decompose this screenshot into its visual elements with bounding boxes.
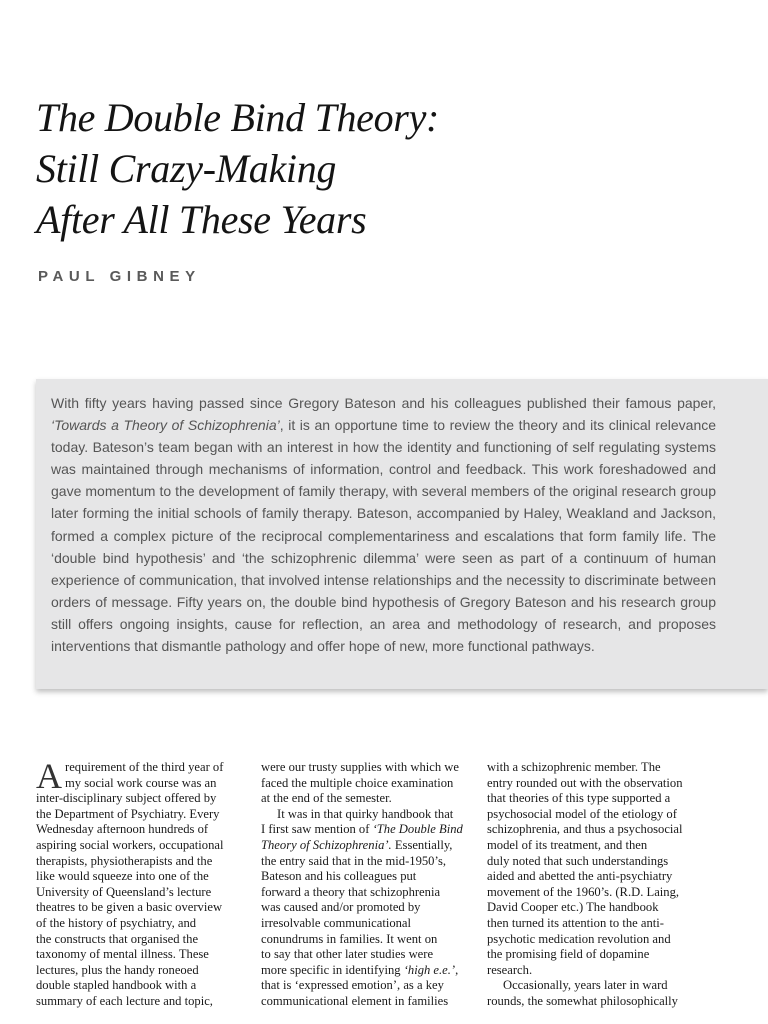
body-line bbox=[261, 822, 469, 838]
body-line: at the end of the semester. bbox=[261, 791, 392, 806]
body-line: David Cooper etc.) The handbook bbox=[487, 900, 659, 915]
body-line: model of its treatment, and then bbox=[487, 837, 648, 852]
body-line: communicational element in families bbox=[261, 993, 449, 1008]
article-title bbox=[36, 92, 636, 245]
body-line: It was in that quirky handbook that bbox=[277, 806, 454, 821]
drop-cap: A bbox=[36, 756, 62, 796]
body-column-1 bbox=[36, 756, 244, 1010]
abstract-part-2: , it is an opportune time to review the theory and its clinical relevance today. Bateson’s team began with an interest in how the identity and functioning of self regulating systems was maintained through mechanisms of information, control and feedback. This work foreshadowed and gave momentum to the development of family therapy, with several members of the original research group later forming the initial schools of family therapy. Bateson, accompanied by Haley, Weakland and Jackson, formed a complex picture of the reciprocal complementariness and escalations that form family life. The ‘double bind hypothesis’ and ‘the schizophrenic dilemma’ were seen as part of a continuum of human experience of communication, that involved intense relationships and the necessity to discriminate between orders of message. Fifty years on, the double bind hypothesis of Gregory Bateson and his research group still offers ongoing insights, cause for reflection, an area and methodology of research, and proposes interventions that dismantle pathology and offer hope of new, more functional pathways. bbox=[51, 417, 717, 655]
body-line: requirement of the third year of bbox=[65, 760, 224, 774]
body-line: then turned its attention to the anti- bbox=[487, 915, 664, 930]
body-line: Wednesday afternoon hundreds of bbox=[36, 822, 209, 837]
body-line: faced the multiple choice examination bbox=[261, 775, 454, 790]
body-line: psychosocial model of the etiology of bbox=[487, 806, 677, 821]
body-text: , bbox=[455, 962, 459, 977]
body-line: therapists, physiotherapists and the bbox=[36, 853, 213, 868]
body-line: Occasionally, years later in ward bbox=[503, 978, 668, 993]
body-line: rounds, the somewhat philosophically bbox=[487, 993, 678, 1008]
body-text: Essentially, bbox=[391, 837, 453, 852]
abstract-citation: ‘Towards a Theory of Schizophrenia’ bbox=[51, 417, 280, 434]
body-line: was caused and/or promoted by bbox=[261, 900, 421, 915]
body-line: conundrums in families. It went on bbox=[261, 931, 438, 946]
body-line: double stapled handbook with a bbox=[36, 978, 197, 993]
body-line: the promising field of dopamine bbox=[487, 947, 650, 962]
body-line: entry rounded out with the observation bbox=[487, 775, 683, 790]
body-line: schizophrenia, and thus a psychosocial bbox=[487, 822, 683, 837]
body-line: theatres to be given a basic overview bbox=[36, 900, 223, 915]
body-line: summary of each lecture and topic, bbox=[36, 993, 213, 1008]
body-line: taxonomy of mental illness. These bbox=[36, 947, 209, 962]
title-line-2: Still Crazy-Making bbox=[36, 146, 337, 191]
body-term: ‘high e.e.’ bbox=[403, 962, 456, 977]
title-line-1: The Double Bind Theory: bbox=[36, 95, 440, 140]
body-citation: Theory of Schizophrenia’. bbox=[261, 837, 392, 852]
body-line: with a schizophrenic member. The bbox=[487, 760, 661, 774]
body-line: the Department of Psychiatry. Every bbox=[36, 806, 220, 821]
body-line: aided and abetted the anti-psychiatry bbox=[487, 869, 673, 884]
body-line: inter-disciplinary subject offered by bbox=[36, 791, 217, 806]
body-line: irresolvable communicational bbox=[261, 915, 412, 930]
body-text: more specific in identifying bbox=[261, 962, 404, 977]
body-line: duly noted that such understandings bbox=[487, 853, 669, 868]
body-line bbox=[261, 963, 469, 979]
body-column-3 bbox=[487, 760, 695, 1010]
body-line: my social work course was an bbox=[65, 775, 217, 790]
body-text: I first saw mention of bbox=[261, 822, 373, 837]
body-line: that is ‘expressed emotion’, as a key bbox=[261, 978, 444, 993]
abstract-box bbox=[36, 379, 768, 689]
body-line: forward a theory that schizophrenia bbox=[261, 884, 441, 899]
body-line: like would squeeze into one of the bbox=[36, 869, 209, 884]
body-line: aspiring social workers, occupational bbox=[36, 837, 224, 852]
body-column-2 bbox=[261, 760, 469, 1010]
body-line: psychotic medication revolution and bbox=[487, 931, 671, 946]
body-line: University of Queensland’s lecture bbox=[36, 884, 212, 899]
body-line: to say that other later studies were bbox=[261, 947, 434, 962]
abstract-text bbox=[51, 392, 716, 657]
body-citation: ‘The Double Bind bbox=[372, 822, 463, 837]
body-line bbox=[261, 838, 469, 854]
body-line: the entry said that in the mid-1950’s, bbox=[261, 853, 447, 868]
body-line: of the history of psychiatry, and bbox=[36, 915, 197, 930]
body-line: lectures, plus the handy roneoed bbox=[36, 962, 199, 977]
body-line: movement of the 1960’s. (R.D. Laing, bbox=[487, 884, 680, 899]
title-line-3: After All These Years bbox=[36, 197, 367, 242]
author-name: PAUL GIBNEY bbox=[38, 268, 201, 285]
body-line: research. bbox=[487, 962, 533, 977]
body-line: that theories of this type supported a bbox=[487, 791, 671, 806]
body-line: were our trusty supplies with which we bbox=[261, 760, 459, 774]
body-line: the constructs that organised the bbox=[36, 931, 199, 946]
body-line: Bateson and his colleagues put bbox=[261, 869, 417, 884]
abstract-part-1: With fifty years having passed since Gregory Bateson and his colleagues published their famous paper, bbox=[51, 395, 716, 411]
